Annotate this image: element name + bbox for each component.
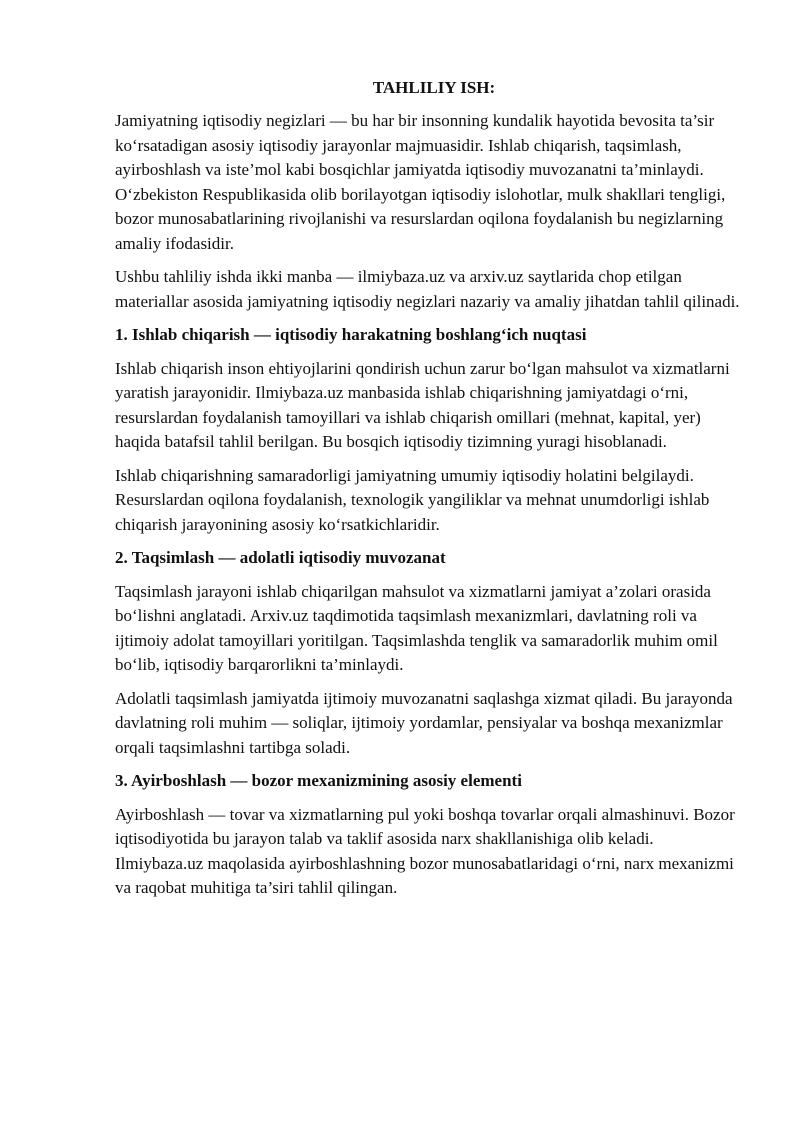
section-paragraph: Adolatli taqsimlash jamiyatda ijtimoiy muvozanatni saqlashga xizmat qiladi. Bu jarayonda davlatning roli muhim — soliqlar, ijtimoiy yordamlar, pensiyalar va boshqa mexanizmlar orqali taqsimlashni tartibga soladi. — [115, 688, 733, 757]
section-heading-production: 1. Ishlab chiqarish — iqtisodiy harakatning boshlang‘ich nuqtasi — [115, 325, 587, 344]
section-paragraph: Ayirboshlash — tovar va xizmatlarning pul yoki boshqa tovarlar orqali almashinuvi. Bozor iqtisodiyotida bu jarayon talab va taklif asosida narx shakllanishiga olib keladi. Ilmiybaza.uz maqolasida ayirboshlashning bozor munosabatlaridagi o‘rni, narx mexanizmi va raqobat muhitiga ta’siri tahlil qilingan. — [115, 804, 735, 897]
document-page — [115, 76, 745, 910]
intro-paragraph: Jamiyatning iqtisodiy negizlari — bu har bir insonning kundalik hayotida bevosita ta’sir ko‘rsatadigan asosiy iqtisodiy jarayonlar majmuasidir. Ishlab chiqarish, taqsimlash, ayirboshlash va iste’mol kabi bosqichlar jamiyatda iqtisodiy muvozanatni ta’minlaydi. O‘zbekiston Respublikasida olib borilayotgan iqtisodiy islohotlar, mulk shakllari tengligi, bozor munosabatlarining rivojlanishi va resurslardan oqilona foydalanish bu negizlarning amaliy ifodasidir. — [115, 111, 726, 253]
section-paragraph: Taqsimlash jarayoni ishlab chiqarilgan mahsulot va xizmatlarni jamiyat a’zolari orasida bo‘lishni anglatadi. Arxiv.uz taqdimotida taqsimlash mexanizmlari, davlatning roli va ijtimoiy adolat tamoyillari yoritilgan. Taqsimlashda tenglik va samaradorlik muhim omil bo‘lib, iqtisodiy barqarorlikni ta’minlaydi. — [115, 581, 718, 674]
section-paragraph: Ishlab chiqarishning samaradorligi jamiyatning umumiy iqtisodiy holatini belgilaydi. Resurslardan oqilona foydalanish, texnologik yangiliklar va mehnat unumdorligi ishlab chiqarish jarayonining asosiy ko‘rsatkichlaridir. — [115, 465, 710, 534]
page-title: TAHLILIY ISH: — [372, 78, 496, 97]
section-heading-exchange: 3. Ayirboshlash — bozor mexanizmining asosiy elementi — [115, 771, 522, 790]
section-heading-distribution: 2. Taqsimlash — adolatli iqtisodiy muvozanat — [115, 548, 446, 567]
section-paragraph: Ishlab chiqarish inson ehtiyojlarini qondirish uchun zarur bo‘lgan mahsulot va xizmatlarni yaratish jarayonidir. Ilmiybaza.uz manbasida ishlab chiqarishning jamiyatdagi o‘rni, resurslardan foydalanish tamoyillari va ishlab chiqarish omillari (mehnat, kapital, yer) haqida batafsil tahlil berilgan. Bu bosqich iqtisodiy tizimning yuragi hisoblanadi. — [115, 358, 730, 451]
intro-paragraph: Ushbu tahliliy ishda ikki manba — ilmiybaza.uz va arxiv.uz saytlarida chop etilgan materiallar asosida jamiyatning iqtisodiy negizlari nazariy va amaliy jihatdan tahlil qilinadi. — [115, 267, 740, 311]
